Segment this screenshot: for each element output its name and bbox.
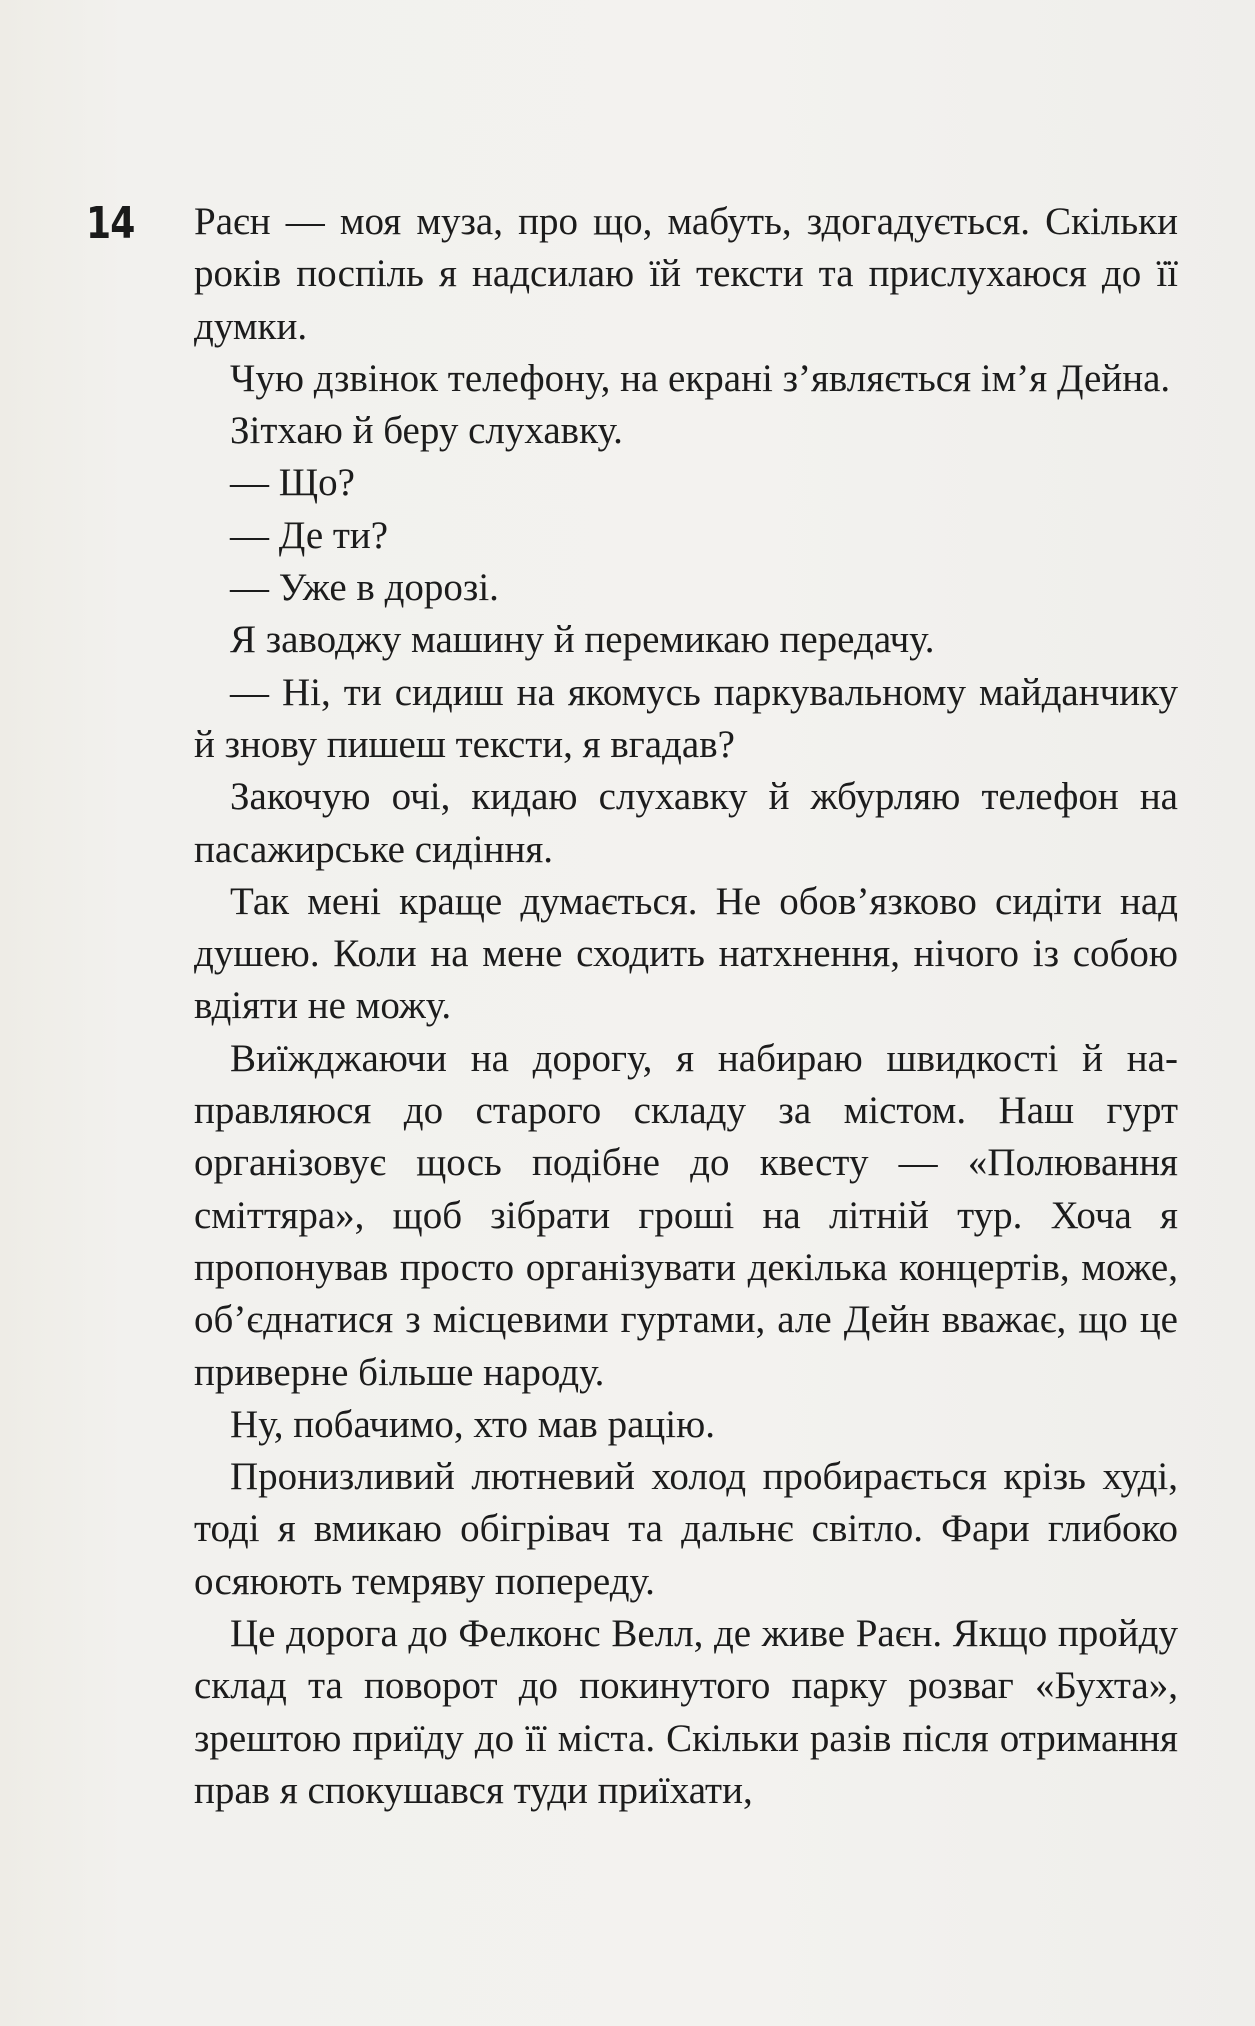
paragraph: Пронизливий лютневий холод пробирається крізь худі, тоді я вмикаю обігрівач та дальнє світло. Фари глибоко осяюють темряву попереду. xyxy=(194,1455,1178,1603)
dialogue-line: — Ні, ти сидиш на якомусь паркувальному майданчику й знову пишеш тексти, я вгадав? xyxy=(194,670,1178,766)
paragraph: Закочую очі, кидаю слухавку й жбурляю телефон на пасажирське сидіння. xyxy=(194,775,1178,871)
page-number: 14 xyxy=(86,198,135,249)
paragraph: Це дорога до Фелконс Велл, де живе Раєн. Якщо пройду склад та поворот до покинутого парку розваг «Бухта», зрештою приїду до її міста. Скільки разів після отримання прав я спокушався туди приїхати, xyxy=(194,1612,1178,1812)
paragraph: Виїжджаючи на дорогу, я набираю швидкості й направляюся до старого складу за містом. Наш гурт організовує щось подібне до квесту — «Полювання сміттяра», щоб зібрати гроші на літній тур. Хоча я пропонував просто організувати декілька концертів, може, об’єднатися з місцевими гуртами, але Дейн вважає, що це приверне більше народу. xyxy=(194,1036,1178,1394)
paragraph: Зітхаю й беру слухавку. xyxy=(230,409,623,453)
body-text xyxy=(194,196,1178,1817)
paragraph: Ну, побачимо, хто мав рацію. xyxy=(230,1402,715,1446)
paragraph: Так мені краще думається. Не обов’язково сидіти над душею. Коли на мене сходить натхнення, нічого із собою вдіяти не можу. xyxy=(194,879,1178,1028)
dialogue-line: — Де ти? xyxy=(230,513,389,557)
dialogue-line: — Що? xyxy=(230,461,355,505)
paragraph: Раєн — моя муза, про що, мабуть, здогадується. Скільки років поспіль я надсилаю їй тексти та прислухаюся до її думки. xyxy=(194,200,1178,348)
paragraph: Чую дзвінок телефону, на екрані з’являється ім’я Дейна. xyxy=(230,356,1171,400)
dialogue-line: — Уже в дорозі. xyxy=(230,566,499,610)
paragraph: Я заводжу машину й перемикаю передачу. xyxy=(230,618,935,662)
